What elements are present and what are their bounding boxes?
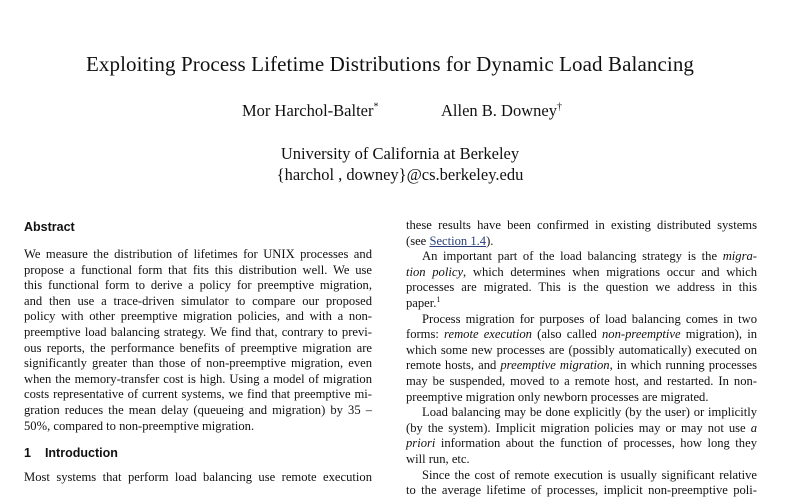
text-line: ous reports, the performance benefits of preemptive migration are bbox=[24, 340, 372, 355]
text-line: paper.$^1$ bbox=[406, 294, 441, 310]
text-line: gration reduces the mean delay (queueing and migration) by 35 – bbox=[24, 402, 372, 417]
introduction-heading bbox=[24, 446, 118, 460]
text-line: which some new processes are (possibly automatically) executed on bbox=[406, 342, 757, 357]
text-line: propose a functional form that fits this distribution well. We use bbox=[24, 262, 372, 277]
text-line: when the memory-transfer cost is high. Using a model of migration bbox=[24, 371, 372, 386]
text-line: to the average lifetime of processes, implicit non-preemptive poli- bbox=[406, 483, 757, 498]
text-line: policy with other preemptive migration policies, and with a non- bbox=[24, 309, 372, 324]
text-line: priori information about the function of processes, how long they bbox=[406, 436, 757, 451]
text-line: remote hosts, and preemptive migration, in which running processes bbox=[406, 358, 757, 373]
text-line: this functional form to derive a policy for preemptive migration, bbox=[24, 278, 372, 293]
paper-title: Exploiting Process Lifetime Distributions for Dynamic Load Balancing bbox=[85, 52, 695, 76]
text-line: processes are migrated. This is the question we address in this bbox=[406, 280, 757, 295]
text-line: Most systems that perform load balancing use remote execution bbox=[24, 470, 372, 484]
author-harchol-balter: Mor Harchol-Balter* bbox=[242, 101, 379, 120]
section-link[interactable]: Section 1.4 bbox=[429, 233, 487, 248]
text-line: may be suspended, moved to a remote host, and restarted. In non- bbox=[406, 373, 757, 388]
text-line: preemptive load balancing strategy. We find that, contrary to previ- bbox=[24, 324, 372, 339]
affiliation-block bbox=[0, 143, 800, 185]
text-line: (see Section 1.4). bbox=[406, 233, 494, 248]
section-number: 1 bbox=[24, 446, 31, 460]
section-title: Introduction bbox=[44, 446, 118, 460]
introduction-body bbox=[24, 470, 372, 486]
text-line: Process migration for purposes of load balancing comes in two bbox=[422, 311, 757, 326]
author-downey: Allen B. Downey† bbox=[441, 101, 562, 120]
affiliation: University of California at Berkeley bbox=[280, 144, 520, 163]
footnote-mark[interactable]: 1 bbox=[436, 294, 441, 304]
text-line: will run, etc. bbox=[406, 451, 470, 466]
text-line: Load balancing may be done explicitly (by the user) or implicitly bbox=[422, 405, 757, 420]
text-line: and then use a trace-driven simulator to compare our proposed bbox=[24, 293, 372, 308]
text-line: these results have been confirmed in existing distributed systems bbox=[406, 218, 757, 232]
text-line: (by the system). Implicit migration policies may or may not use a bbox=[406, 420, 757, 435]
text-line: 50%, compared to non-preemptive migration. bbox=[24, 418, 255, 433]
author-footnote-mark: * bbox=[373, 101, 379, 113]
abstract-heading: Abstract bbox=[24, 220, 75, 234]
text-line: costs representative of current systems, we find that preemptive mi- bbox=[24, 387, 372, 402]
text-line: forms: remote execution (also called non-preemptive migration), in bbox=[406, 327, 758, 342]
text-line: tion policy, which determines when migrations occur and which bbox=[406, 264, 758, 279]
text-line: Since the cost of remote execution is usually significant relative bbox=[422, 467, 757, 482]
right-column bbox=[406, 218, 757, 499]
text-line: significantly greater than those of non-preemptive migration, even bbox=[24, 356, 372, 371]
author-footnote-mark: † bbox=[556, 101, 562, 113]
text-line: preemptive migration only newborn processes are migrated. bbox=[406, 389, 709, 404]
abstract-body bbox=[24, 247, 372, 434]
text-line: An important part of the load balancing strategy is the migra- bbox=[422, 249, 757, 264]
text-line: We measure the distribution of lifetimes for UNIX processes and bbox=[24, 247, 372, 261]
author-email: {harchol , downey}@cs.berkeley.edu bbox=[276, 165, 524, 184]
